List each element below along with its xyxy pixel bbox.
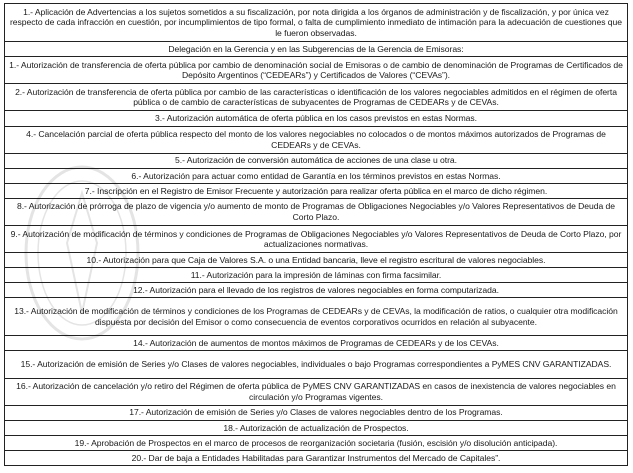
table-row (5, 168, 628, 183)
table-row (5, 378, 628, 405)
table-cell: 20.- Dar de baja a Entidades Habilitadas para Garantizar Instrumentos del Mercado de Capitales”. (5, 450, 628, 465)
table-cell: 18.- Autorización de actualización de Prospectos. (5, 420, 628, 435)
table-row (5, 435, 628, 450)
table-row (5, 298, 628, 336)
table-row (5, 126, 628, 153)
table-cell: 5.- Autorización de conversión automática de acciones de una clase u otra. (5, 153, 628, 168)
table-cell: 7.- Inscripción en el Registro de Emisor Frecuente y autorización para realizar oferta pública en el marco de dicho régimen. (5, 183, 628, 198)
table-cell: 6.- Autorización para actuar como entidad de Garantía en los términos previstos en estas Normas. (5, 168, 628, 183)
table-row (5, 225, 628, 252)
table-cell: 2.- Autorización de transferencia de oferta pública por cambio de las características o identificación de los valores negociables admitidos en el régimen de oferta pública o de cambio de características de subyacentes de Programas de CEDEARs y de CEVAs. (5, 84, 628, 111)
table-row (5, 450, 628, 465)
table-cell: 16.- Autorización de cancelación y/o retiro del Régimen de oferta pública de PyMES CNV GARANTIZADAS en casos de inexistencia de valores negociables en circulación y/o Programas vigentes. (5, 378, 628, 405)
table-row (5, 4, 628, 42)
section-heading-row (5, 42, 628, 57)
table-cell: 19.- Aprobación de Prospectos en el marco de procesos de reorganización societaria (fusión, escisión y/o disolución anticipada). (5, 435, 628, 450)
table-cell: 13.- Autorización de modificación de términos y condiciones de los Programas de CEDEARs y de CEVAs, la modificación de ratios, o cualquier otra modificación dispuesta por decisión del Emisor o como consecuencia de eventos corporativos ocurridos en relación al subyacente. (5, 298, 628, 336)
table-cell: 4.- Cancelación parcial de oferta pública respecto del monto de los valores negociables no colocados o de montos máximos autorizados de Programas de CEDEARs y de CEVAs. (5, 126, 628, 153)
delegation-table (4, 3, 628, 466)
table-cell: 8.- Autorización de prórroga de plazo de vigencia y/o aumento de monto de Programas de Obligaciones Negociables y/o Valores Representativos de Deuda de Corto Plazo. (5, 198, 628, 225)
table-row (5, 351, 628, 378)
table-cell: 1.- Autorización de transferencia de oferta pública por cambio de denominación social de Emisoras o de cambio de denominación de Programas de Certificados de Depósito Argentinos (“CEDEARs”) y Certificados de Valores (“CEVAs”). (5, 57, 628, 84)
table-cell: 11.- Autorización para la impresión de láminas con firma facsimilar. (5, 268, 628, 283)
table-row (5, 57, 628, 84)
table-row (5, 84, 628, 111)
table-row (5, 283, 628, 298)
table-row (5, 253, 628, 268)
table-cell: 17.- Autorización de emisión de Series y/o Clases de valores negociables dentro de los Programas. (5, 405, 628, 420)
table-row (5, 405, 628, 420)
table-cell: 15.- Autorización de emisión de Series y/o Clases de valores negociables, individuales o bajo Programas correspondientes a PyMES CNV GARANTIZADAS. (5, 351, 628, 378)
section-heading: Delegación en la Gerencia y en las Subgerencias de la Gerencia de Emisoras: (5, 42, 628, 57)
table-cell: 10.- Autorización para que Caja de Valores S.A. o una Entidad bancaria, lleve el registro escritural de valores negociables. (5, 253, 628, 268)
table-row (5, 183, 628, 198)
table-row (5, 420, 628, 435)
table-row (5, 336, 628, 351)
table-row (5, 198, 628, 225)
table-cell: 1.- Aplicación de Advertencias a los sujetos sometidos a su fiscalización, por nota dirigida a los órganos de administración y de fiscalización, y por única vez respecto de cada infracción en cuestión, por incumplimientos de tipo formal, o falta de cumplimiento inmediato de intimación para la adecuación de cuestiones que le fueron observadas. (5, 4, 628, 42)
table-cell: 12.- Autorización para el llevado de los registros de valores negociables en forma computarizada. (5, 283, 628, 298)
table-cell: 9.- Autorización de modificación de términos y condiciones de Programas de Obligaciones Negociables y/o Valores Representativos de Deuda de Corto Plazo, por actualizaciones normativas. (5, 225, 628, 252)
table-cell: 14.- Autorización de aumentos de montos máximos de Programas de CEDEARs y de los CEVAs. (5, 336, 628, 351)
delegation-table-container (4, 3, 628, 466)
table-row (5, 153, 628, 168)
table-row (5, 111, 628, 126)
table-cell: 3.- Autorización automática de oferta pública en los casos previstos en estas Normas. (5, 111, 628, 126)
table-row (5, 268, 628, 283)
